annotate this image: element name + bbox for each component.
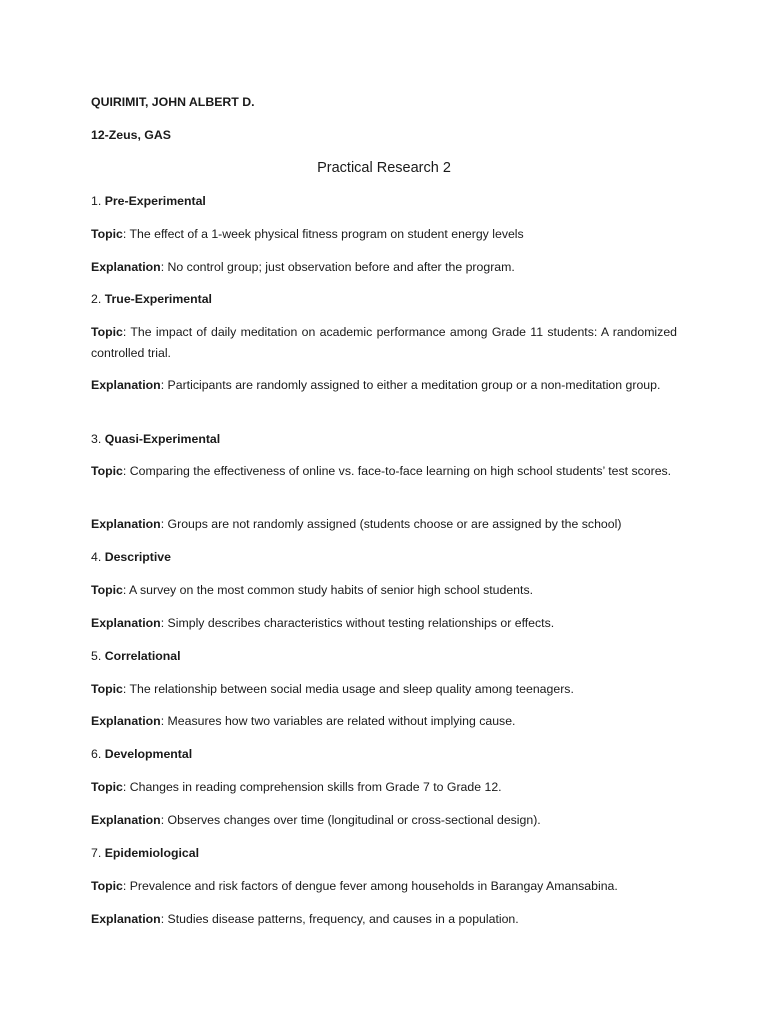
item-heading: 2. True-Experimental [91,292,212,306]
item-topic: Topic: The relationship between social media usage and sleep quality among teenagers. [91,682,574,696]
item-explanation: Explanation: Groups are not randomly assigned (students choose or are assigned by the school) [91,517,622,531]
item-topic: Topic: The effect of a 1-week physical fitness program on student energy levels [91,227,524,241]
item-heading: 4. Descriptive [91,550,171,564]
document-title: Practical Research 2 [317,160,451,176]
item-topic: Topic: A survey on the most common study habits of senior high school students. [91,583,534,597]
item-heading: 5. Correlational [91,649,181,663]
item-topic: Topic: Comparing the effectiveness of online vs. face-to-face learning on high school students’ test scores. [91,464,672,478]
item-heading: 7. Epidemiological [91,846,199,860]
item-explanation: Explanation: No control group; just observation before and after the program. [91,260,515,274]
item-topic: Topic: The impact of daily meditation on academic performance among Grade 11 students: A randomized controlled trial. [91,325,677,360]
item-heading: 1. Pre-Experimental [91,194,206,208]
item-topic: Topic: Prevalence and risk factors of dengue fever among households in Barangay Amansabina. [91,879,618,893]
item-heading: 6. Developmental [91,747,193,761]
item-explanation: Explanation: Observes changes over time (longitudinal or cross-sectional design). [91,813,541,827]
item-explanation: Explanation: Studies disease patterns, frequency, and causes in a population. [91,912,519,926]
student-section: 12-Zeus, GAS [91,128,171,142]
student-name: QUIRIMIT, JOHN ALBERT D. [91,95,255,109]
item-topic: Topic: Changes in reading comprehension skills from Grade 7 to Grade 12. [91,780,502,794]
item-explanation: Explanation: Measures how two variables are related without implying cause. [91,714,516,728]
item-heading: 3. Quasi-Experimental [91,432,221,446]
item-explanation: Explanation: Participants are randomly assigned to either a meditation group or a non-meditation group. [91,378,661,392]
item-explanation: Explanation: Simply describes characteristics without testing relationships or effects. [91,616,555,630]
